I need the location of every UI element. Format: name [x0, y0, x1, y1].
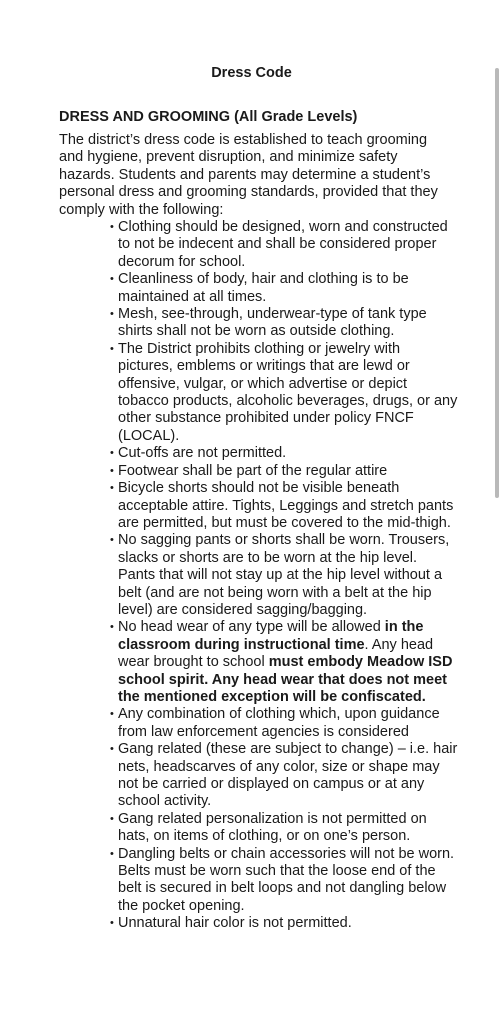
rule-item: [110, 341, 458, 445]
bullet-icon: •: [110, 464, 114, 477]
bullet-icon: •: [110, 482, 114, 495]
section-heading: DRESS AND GROOMING (All Grade Levels): [59, 109, 358, 125]
rule-text: Dangling belts or chain accessories will not be worn. Belts must be worn such that the loose end of the belt is secured in belt loops and not dangling below the pocket opening.: [118, 845, 455, 914]
bullet-icon: •: [110, 708, 114, 721]
rule-text: Unnatural hair color is not permitted.: [118, 915, 352, 932]
rule-text: Any combination of clothing which, upon guidance from law enforcement agencies is considered: [118, 706, 440, 740]
bullet-icon: •: [110, 342, 114, 355]
rule-item: [110, 741, 458, 811]
bullet-icon: •: [110, 917, 114, 930]
rule-text: Mesh, see-through, underwear-type of tank type shirts shall not be worn as outside clothing.: [118, 306, 427, 340]
rule-item: [110, 445, 458, 462]
rule-emphasis: must embody Meadow ISD school spirit. Any head wear that does not meet the mentioned exception will be confiscated.: [118, 654, 453, 705]
rule-item: [110, 271, 458, 306]
rule-item: [110, 811, 458, 846]
rule-text: Bicycle shorts should not be visible beneath acceptable attire. Tights, Leggings and stretch pants are permitted, but must be covered to the mid-thigh.: [118, 480, 454, 531]
rule-text: No head wear of any type will be allowed: [118, 619, 385, 636]
bullet-icon: •: [110, 812, 114, 825]
rule-text: Footwear shall be part of the regular attire: [118, 462, 388, 479]
rule-text: . Any head wear brought to school: [118, 636, 434, 671]
rule-text: Gang related personalization is not permitted on hats, on items of clothing, or on one’s person.: [118, 810, 427, 845]
bullet-icon: •: [110, 308, 114, 321]
bullet-icon: •: [110, 447, 114, 460]
rule-item: [110, 915, 458, 932]
rule-item: [110, 306, 458, 341]
rule-item-head-wear: [110, 619, 458, 706]
rule-item: [110, 463, 458, 480]
rule-item: [110, 846, 458, 916]
bullet-icon: •: [110, 273, 114, 286]
rule-item: [110, 480, 458, 532]
dress-code-rules-list: [0, 219, 492, 933]
bullet-icon: •: [110, 621, 114, 634]
rule-text: Cut-offs are not permitted.: [118, 445, 287, 462]
document-title: Dress Code: [211, 65, 292, 81]
rule-text: The District prohibits clothing or jewelry with pictures, emblems or writings that are lewd or offensive, vulgar, or which advertise or depict tobacco products, alcoholic beverages, drugs, or any other substance prohibited under policy FNCF (LOCAL).: [118, 340, 458, 444]
bullet-icon: •: [110, 847, 114, 860]
bullet-icon: •: [110, 221, 114, 233]
rule-text: Gang related (these are subject to change) – i.e. hair nets, headscarves of any color, size or shape may not be carried or displayed on campus or at any school activity.: [118, 741, 458, 810]
intro-paragraph: The district’s dress code is established to teach grooming and hygiene, prevent disruption, and minimize safety hazards. Students and parents may determine a student’s personal dress and grooming standards, provided that they comply with the following:: [59, 132, 438, 218]
rule-text: Clothing should be designed, worn and constructed to not be indecent and shall be considered proper decorum for school.: [118, 219, 448, 270]
bullet-icon: •: [110, 743, 114, 756]
bullet-icon: •: [110, 534, 114, 547]
rule-emphasis: in the classroom during instructional time: [118, 619, 424, 653]
rule-text: Cleanliness of body, hair and clothing is to be maintained at all times.: [118, 271, 409, 305]
rule-item: [110, 219, 458, 271]
rule-item: [110, 706, 458, 741]
vertical-scrollbar[interactable]: [495, 68, 499, 498]
rule-text: No sagging pants or shorts shall be worn. Trousers, slacks or shorts are to be worn at the hip level. Pants that will not stay up at the hip level without a belt (and are not being worn with a belt at the hip level) are considered sagging/bagging.: [118, 532, 450, 618]
rule-item: [110, 532, 458, 619]
